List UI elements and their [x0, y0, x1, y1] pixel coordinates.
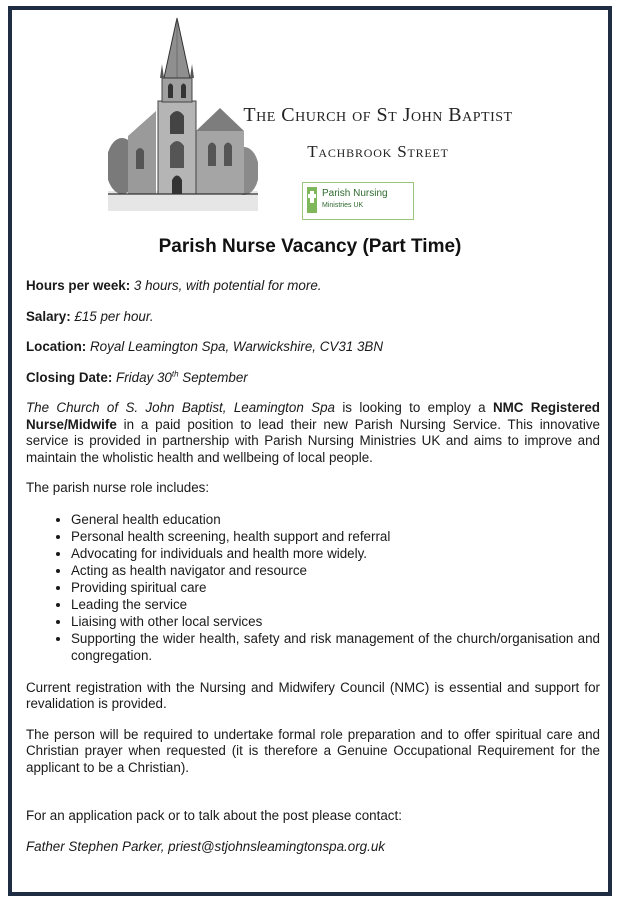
closing-date-day: Friday 30 — [116, 369, 172, 385]
notice-frame — [8, 6, 612, 896]
intro-paragraph — [26, 400, 600, 466]
list-item: • Providing spiritual care — [71, 579, 600, 596]
parish-nursing-logo — [302, 182, 414, 220]
list-item: • Leading the service — [71, 596, 600, 613]
closing-date-suffix: th — [171, 369, 179, 379]
location-value: Royal Leamington Spa, Warwickshire, CV31 3BN — [90, 339, 383, 354]
closing-date-field — [26, 370, 600, 387]
list-item: • General health education — [71, 511, 600, 528]
salary-value: £15 per hour. — [74, 308, 154, 324]
list-item: • Liaising with other local services — [71, 613, 600, 630]
contact-intro: For an application pack or to talk about the post please contact: — [26, 808, 402, 823]
parish-nursing-mark-icon — [306, 186, 318, 214]
duties-list — [26, 511, 600, 664]
closing-date-value — [116, 370, 248, 385]
church-reference: The Church of S. John Baptist, Leamington Spa — [26, 400, 335, 415]
church-street: Tachbrook Street — [307, 142, 449, 161]
contact-details: Father Stephen Parker, priest@stjohnsleamingtonspa.org.uk — [26, 838, 385, 854]
role-title: NMC Registered Nurse/Midwife — [26, 400, 600, 432]
spacer — [26, 790, 600, 808]
list-item: • Advocating for individuals and health more widely. — [71, 545, 600, 562]
page-title: Parish Nurse Vacancy (Part Time) — [158, 236, 462, 257]
location-field — [26, 339, 600, 356]
main-content — [26, 278, 600, 869]
salary-label: Salary: — [26, 308, 71, 324]
registration-paragraph: Current registration with the Nursing and Midwifery Council (NMC) is essential and support for revalidation is provided. — [26, 679, 600, 711]
logo-text-line1: Parish Nursing — [322, 188, 388, 199]
logo-text-line2: Ministries UK — [322, 202, 364, 209]
list-item: • Personal health screening, health support and referral — [71, 528, 600, 545]
hours-label: Hours per week: — [26, 278, 131, 293]
hours-field — [26, 278, 600, 295]
intro-text-2: in a paid position to lead their new Parish Nursing Service. This innovative service is provided in partnership with Parish Nursing Ministries UK and aims to improve and maintain the wholistic health and wellbeing of local people. — [26, 416, 600, 465]
list-item: • Supporting the wider health, safety and risk management of the church/organisation and congregation. — [71, 630, 600, 664]
preparation-paragraph: The person will be required to undertake formal role preparation and to offer spiritual care and Christian prayer when requested (it is therefore a Genuine Occupational Requirement for the applicant to be a Christian). — [26, 726, 600, 775]
intro-text-1: is looking to employ a — [334, 400, 493, 415]
closing-date-month: September — [178, 369, 248, 385]
salary-field — [26, 309, 600, 326]
list-item: • Acting as health navigator and resource — [71, 562, 600, 579]
church-name: The Church of St John Baptist — [243, 104, 513, 126]
hours-value: 3 hours, with potential for more. — [133, 278, 322, 293]
role-intro: The parish nurse role includes: — [26, 480, 210, 495]
header — [88, 12, 548, 227]
location-label: Location: — [26, 339, 87, 354]
closing-date-label: Closing Date: — [26, 369, 113, 385]
